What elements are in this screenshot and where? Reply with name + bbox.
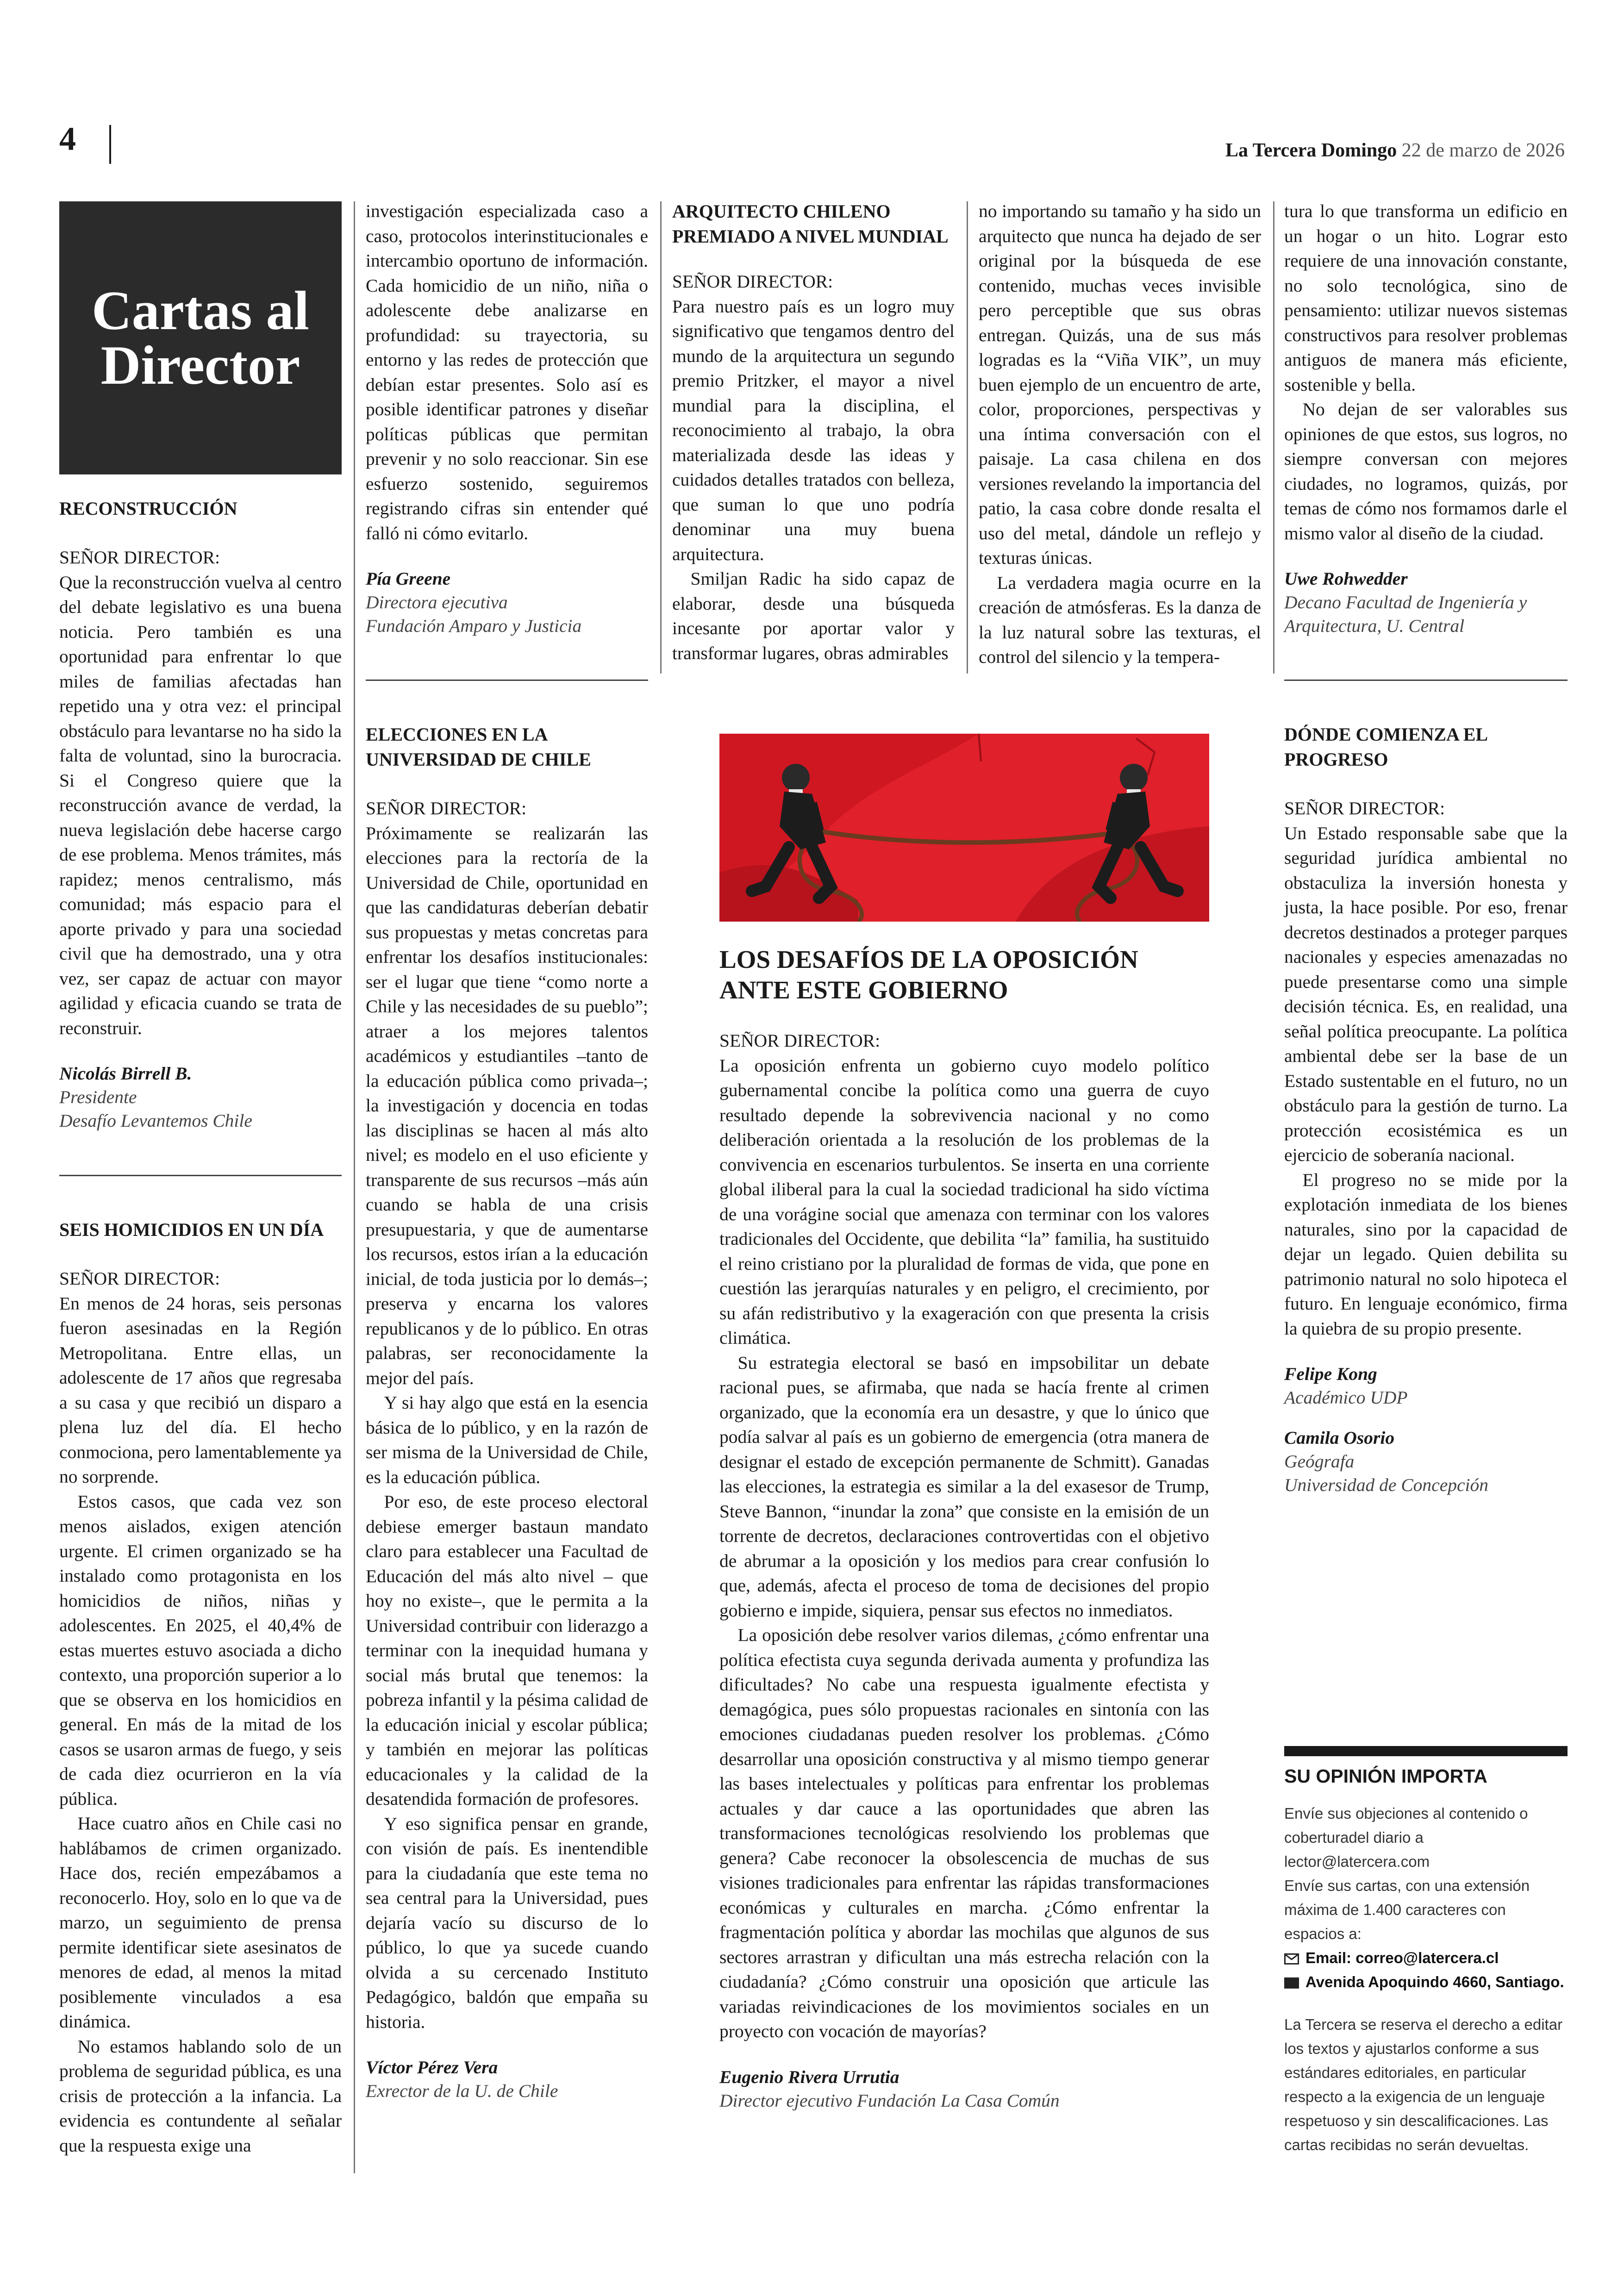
signature-name: Nicolás Birrell B. [59, 1063, 192, 1084]
paragraph: no importando su tamaño y ha sido un arquitecto que nunca ha dejado de ser original por la búsqueda de ese contenido, muchas veces invisible pero perceptible que sus obras entregan. Quizás, una de sus más logradas es la “Viña VIK”, un muy buen ejemplo de un encuentro de arte, color, proporciones, perspectivas y una íntima conversación con el paisaje. La casa chilena en dos versiones revelando la importancia del patio, la casa cobre donde resalta el uso del metal, dándole un reflejo y texturas únicas. [979, 201, 1261, 568]
paragraph: Y si hay algo que está en la esencia básica de lo público, y en la razón de ser misma de la Universidad de Chile, es la educación pública. [366, 1392, 648, 1487]
letter-homicidios [59, 1217, 342, 2158]
letter-title: SEIS HOMICIDIOS EN UN DÍA [59, 1219, 324, 1240]
salutation: SEÑOR DIRECTOR: [672, 271, 833, 292]
paragraph: Próximamente se realizarán las elecciones para la rectoría de la Universidad de Chile, oportunidad en que las candidaturas deberían debatir sus propuestas y metas concretas para enfrentar los desafíos institucionales: ser el lugar que tiene “como norte a Chile y las necesidades de su pueblo”; atraer a los mejores talentos académicos y estudiantiles –tanto de la educación pública como privada–; la investigación y docencia en todas las disciplinas se hacen al más alto nivel; es modelo en el uso eficiente y transparente de sus recursos –más aún cuando se habla de una crisis presupuestaria, y que de aumentarse los recursos, estos irían a la educación inicial, de toda justicia por lo demás–; preserva y encarna los valores republicanos y de lo público. En otras palabras, ser reconocidamente la mejor del país. [366, 823, 648, 1388]
letter-body [1284, 821, 1568, 1341]
opinion-box-line: Envíe sus objeciones al contenido o coberturadel diario a lector@latercera.com [1284, 1805, 1528, 1870]
signature [1284, 1362, 1568, 1409]
masthead [1225, 139, 1565, 162]
postal-address: Avenida Apoquindo 4660, Santiago. [1305, 1973, 1564, 1990]
signature-org: Arquitectura, U. Central [1284, 616, 1465, 636]
letter-arquitecto-cont [979, 199, 1261, 670]
salutation: SEÑOR DIRECTOR: [719, 1030, 881, 1051]
paragraph: Un Estado responsable sabe que la seguridad jurídica ambiental no obstaculiza la inversión honesta y justa, la hace posible. Por eso, frenar decretos destinados a proteger parques nacionales y especies amenazadas no puede presentarse como una simple decisión técnica. Es, en realidad, una señal política preocupante. La política ambiental debe ser la base de un Estado sustentable en el futuro, no un obstáculo para la gestión de turno. La protección ecosistémica es un ejercicio de soberanía nacional. [1284, 823, 1568, 1165]
signature-name: Pía Greene [366, 568, 451, 589]
letter-body [979, 199, 1261, 670]
column-rule [967, 201, 968, 674]
opinion-box-bar [1284, 1746, 1568, 1756]
paragraph: No dejan de ser valorables sus opiniones de que estos, sus logros, no siempre conversan con mejores ciudades, no logramos, quizás, por temas de cómo nos formamos darle el mismo valor al diseño de la ciudad. [1284, 399, 1568, 543]
signature [719, 2065, 1209, 2113]
letter-homicidios-cont [366, 199, 648, 638]
letter-progreso [1284, 722, 1568, 1497]
paragraph: Su estrategia electoral se basó en impsobilitar un debate racional pues, se afirmaba, que nada se hacía frente al crimen organizado, que la economía era un desastre, y que lo único que podía salvar al país es un gobierno de emergencia (otra manera de designar el estado de excepción permanente de Schmitt). Ganadas las elecciones, la estrategia es similar a la del exasesor de Trump, Steve Bannon, “inundar la zona” que consiste en la emisión de un torrente de decretos, declaraciones controvertidas con el objetivo de abrumar a la oposición y los medios para crear confusión lo que, además, afecta el proceso de toma de decisiones del propio gobierno e impide, siquiera, pensar sus efectos no inmediatos. [719, 1352, 1209, 1621]
paragraph: investigación especializada caso a caso, protocolos interinstitucionales e intercambio oportuno de información. Cada homicidio de un niño, niña o adolescente debe analizarse en profundidad: su trayectoria, su entorno y las redes de protección que debían estar presentes. Solo así es posible identificar patrones y diseñar políticas públicas que permitan prevenir y no solo reaccionar. Sin ese esfuerzo sostenido, seguiremos registrando cifras sin entender qué falló ni cómo evitarlo. [366, 201, 648, 543]
signature [366, 2056, 648, 2103]
letter-elecciones [366, 722, 648, 2103]
paragraph: Y eso significa pensar en grande, con visión de país. Es inentendible para la ciudadanía que este tema no sea central para la Universidad, pues dejaría vacío su discurso de lo público, lo que ya sucede cuando olvida a su cercenado Instituto Pedagógico, baldón que empaña su historia. [366, 1813, 648, 2032]
paragraph: Smiljan Radic ha sido capaz de elaborar, desde una búsqueda incesante por aportar valor y transformar lugares, obras admirables [672, 568, 955, 663]
address-line [1284, 1970, 1568, 1994]
signature-name: Eugenio Rivera Urrutia [719, 2066, 899, 2087]
letter-oposicion [719, 944, 1209, 2113]
signature-role: Exrector de la U. de Chile [366, 2081, 558, 2101]
paragraph: No estamos hablando solo de un problema de seguridad pública, es una crisis de protección a la infancia. La evidencia es contundente al señalar que la respuesta exige una [59, 2036, 342, 2156]
opinion-box-disclaimer: La Tercera se reserva el derecho a editar los textos y ajustarlos conforme a sus estándares editoriales, en particular respecto a la exigencia de un lenguaje respetuoso y sin descalificaciones. Las cartas recibidas no serán devueltas. [1284, 2016, 1563, 2153]
letter-title: DÓNDE COMIENZA EL PROGRESO [1284, 724, 1487, 770]
signature-name: Camila Osorio [1284, 1428, 1395, 1448]
paragraph: La oposición enfrenta un gobierno cuyo modelo político gubernamental concibe la política como una guerra de cuyo resultado depende la sobrevivencia nacional y no como deliberación orientada a la resolución de los problemas de la convivencia en escenarios turbulentos. Se inserta en una corriente global iliberal para la cual la sociedad tradicional ha sido víctima de una vorágine social que amenaza con terminar con los valores tradicionales del Occidente, que debilita “la” familia, ha sustituido el reino cristiano por la pluralidad de formas de vida, que pone en cuestión las jerarquías naturales y en peligro, el crecimiento, por su afán redistributivo y la exageración con que presenta la crisis climática. [719, 1055, 1209, 1348]
letter-reconstruccion [59, 496, 342, 1133]
signature-role: Presidente [59, 1087, 137, 1107]
featured-letter-title: LOS DESAFÍOS DE LA OPOSICIÓN ANTE ESTE GOBIERNO [719, 945, 1138, 1004]
signature-role: Geógrafa [1284, 1451, 1355, 1472]
signature [1284, 1426, 1568, 1497]
signature-role: Director ejecutivo Fundación La Casa Común [719, 2090, 1060, 2111]
signature [1284, 567, 1568, 638]
column-rule [660, 201, 662, 674]
divider [59, 1175, 342, 1176]
letter-arquitecto-end [1284, 199, 1568, 638]
signature-name: Felipe Kong [1284, 1364, 1377, 1384]
paragraph: La verdadera magia ocurre en la creación de atmósferas. Es la danza de la luz natural sobre las texturas, el control del silencio y la tempera- [979, 572, 1261, 667]
mail-icon [1284, 1953, 1299, 1964]
issue-date: 22 de marzo de 2026 [1401, 140, 1565, 161]
letter-body [59, 570, 342, 1041]
salutation: SEÑOR DIRECTOR: [366, 798, 527, 818]
column-rule [1273, 201, 1274, 674]
email-line[interactable] [1284, 1946, 1568, 1970]
paragraph: Para nuestro país es un logro muy significativo que tengamos dentro del mundo de la arquitectura un segundo premio Pritzker, el mayor a nivel mundial para la disciplina, el reconocimiento al trabajo, la obra materializada desde las ideas y cuidados detalles tratados con belleza, que suman lo que uno podría denominar una muy buena arquitectura. [672, 296, 955, 564]
paragraph: tura lo que transforma un edificio en un hogar o un hito. Lograr esto requiere de una innovación constante, no solo tecnológica, sino de pensamiento: utilizar nuevos sistemas constructivos para resolver problemas antiguos de manera más eficiente, sostenible y bella. [1284, 201, 1568, 395]
paragraph: Por eso, de este proceso electoral debiese emerger bastaun mandato claro para establecer una Facultad de Educación del más alto nivel – que hoy no existe–, que le permita a la Universidad contribuir con liderazgo a terminar con la inequidad humana y social más brutal que tenemos: la pobreza infantil y la pésima calidad de la educación inicial y escolar pública; y también en mejorar las políticas educacionales y la calidad de la desatendida formación de profesores. [366, 1491, 648, 1809]
paragraph: Estos casos, que cada vez son menos aislados, exigen atención urgente. El crimen organizado se ha instalado como protagonista en los homicidios de niños, niñas y adolescentes. En 2025, el 40,4% de estas muertes estuvo asociada a dicho contexto, una proporción superior a lo que se observa en los homicidios en general. En más de la mitad de los casos se usaron armas de fuego, y seis de cada diez ocurrieron en la vía pública. [59, 1491, 342, 1809]
salutation: SEÑOR DIRECTOR: [59, 547, 220, 568]
opinion-box [1284, 1764, 1568, 2157]
letter-body [1284, 199, 1568, 546]
salutation: SEÑOR DIRECTOR: [59, 1268, 220, 1289]
signature-role: Decano Facultad de Ingeniería y [1284, 592, 1527, 612]
divider [366, 680, 648, 681]
paragraph: En menos de 24 horas, seis personas fueron asesinadas en la Región Metropolitana. Entre ellas, un adolescente de 17 años que regresaba a su casa y que recibió un disparo a plena luz del día. El hecho conmociona, pero lamentablemente ya no sorprende. [59, 1293, 342, 1487]
letter-title: ARQUITECTO CHILENO PREMIADO A NIVEL MUNDIAL [672, 201, 949, 247]
section-title: Cartas al Director [59, 201, 342, 474]
address-icon [1284, 1977, 1299, 1989]
opinion-box-title: SU OPINIÓN IMPORTA [1284, 1765, 1487, 1787]
signature-role: Directora ejecutiva [366, 592, 508, 612]
opinion-box-line: Envíe sus cartas, con una extensión máxima de 1.400 caracteres con espacios a: [1284, 1877, 1530, 1942]
header-divider [109, 125, 111, 164]
letter-body [672, 294, 955, 666]
signature-org: Universidad de Concepción [1284, 1475, 1488, 1495]
letter-title: RECONSTRUCCIÓN [59, 498, 237, 519]
signature-role: Académico UDP [1284, 1387, 1408, 1408]
paper-name: La Tercera Domingo [1225, 140, 1397, 161]
letter-arquitecto [672, 199, 955, 666]
letter-body [366, 199, 648, 546]
paragraph: Que la reconstrucción vuelva al centro del debate legislativo es una buena noticia. Pero también es una oportunidad para enfrentar lo que miles de familias afectadas han repetido una y otra vez: el principal obstáculo para levantarse no ha sido la falta de voluntad, sino la burocracia. Si el Congreso quiere que la reconstrucción avance de verdad, la nueva legislación debe hacerse cargo de ese problema. Menos trámites, más rapidez; menos centralismo, más comunidad; más espacio para el aporte privado y para una sociedad civil que ha demostrado, una y otra vez, ser capaz de actuar con mayor agilidad y eficacia cuando se trata de reconstruir. [59, 572, 342, 1038]
paragraph: El progreso no se mide por la explotación inmediata de los bienes naturales, sino por la capacidad de dejar un legado. Quien debilita su patrimonio natural no solo hipoteca el futuro. En lenguaje económico, firma la quiebra de su propio presente. [1284, 1169, 1568, 1339]
page-number: 4 [59, 120, 76, 157]
illustration-tug-of-war [719, 734, 1209, 922]
paragraph: Hace cuatro años en Chile casi no hablábamos de crimen organizado. Hace dos, recién empezábamos a reconocerlo. Hoy, solo en lo que va de marzo, un seguimiento de prensa permite identificar siete asesinatos de menores de edad, al menos la mitad posiblemente vinculados a esa dinámica. [59, 1813, 342, 2032]
signature [366, 567, 648, 638]
email-address[interactable]: Email: correo@latercera.cl [1305, 1949, 1499, 1966]
signature [59, 1062, 342, 1133]
signature-org: Fundación Amparo y Justicia [366, 616, 582, 636]
letter-body [366, 821, 648, 2035]
signature-name: Víctor Pérez Vera [366, 2057, 498, 2077]
letter-body [59, 1291, 342, 2158]
signature-name: Uwe Rohwedder [1284, 568, 1408, 589]
paragraph: La oposición debe resolver varios dilemas, ¿cómo enfrentar una política efectista cuya segunda derivada aumenta y profundiza las dificultades? No cabe una respuesta igualmente efectista y demagógica, pues sólo propuestas racionales en sintonía con las emociones ciudadanas pueden resolver los problemas. ¿Cómo desarrollar una oposición constructiva y al mismo tiempo generar las bases intelectuales y políticas para enfrentar los problemas actuales y dar cauce a las oportunidades que abren las transformaciones tecnológicas resolviendo los problemas que genera? Cabe reconocer la obsolescencia de muchas de sus visiones tradicionales para enfrentar las rápidas transformaciones económicas y culturales en marcha. ¿Cómo enfrentar la fragmentación política y abordar las mochilas que algunos de sus sectores arrastran y dificultan una más estrecha relación con la ciudadanía? ¿Cómo construir una oposición que articule las variadas reivindicaciones de los movimientos sociales en un proyecto con vocación de mayorías? [719, 1625, 1209, 2041]
signature-org: Desafío Levantemos Chile [59, 1110, 252, 1131]
divider [1284, 680, 1568, 681]
letter-body [719, 1054, 1209, 2044]
column-rule [354, 201, 355, 2173]
letter-title: ELECCIONES EN LA UNIVERSIDAD DE CHILE [366, 724, 591, 770]
salutation: SEÑOR DIRECTOR: [1284, 798, 1445, 818]
